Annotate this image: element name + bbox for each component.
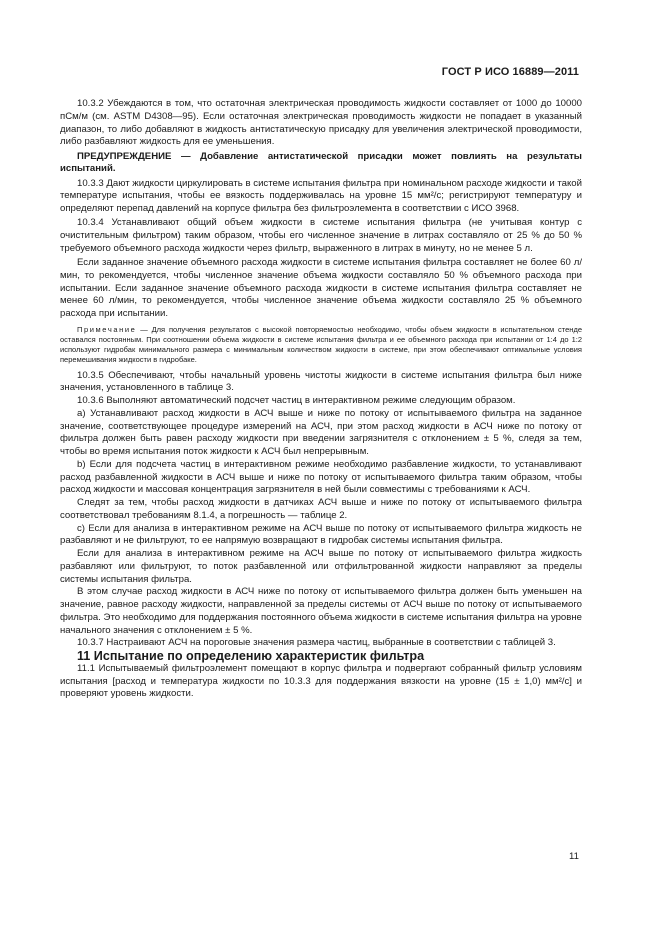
paragraph-10-3-3: 10.3.3 Дают жидкости циркулировать в системе испытания фильтра при номинальном расходе жидкости и такой температуре испытания, чтобы ее вязкость поддерживалась на уровне 15 мм²/с; регистрируют температуру и определяют перепад давлений на корпусе фильтра без фильтроэлемента в соответствии с ИСО 3968. — [60, 177, 582, 214]
list-item-b: b) Если для подсчета частиц в интерактивном режиме необходимо разбавление жидкости, то устанавливают расход разбавленной жидкости в АСЧ выше и ниже по потоку от испытываемого фильтра таким образом, чтобы расход жидкости и массовая концентрация загрязнителя в ней были совместимы с требованиями к АСЧ. — [60, 458, 582, 496]
paragraph-11-1: 11.1 Испытываемый фильтроэлемент помещают в корпус фильтра и подвергают собранный фильтр условиям испытания [расход и температура жидкости по 10.3.3 для поддержания вязкости на уровне (15 ± 1,0) мм²/с] и проверяют уровень жидкости. — [60, 662, 582, 700]
paragraph-10-3-7: 10.3.7 Настраивают АСЧ на пороговые значения размера частиц, выбранные в соответствии с таблицей 3. — [77, 637, 556, 649]
note-label: Примечание — [77, 324, 137, 334]
list-item-a: a) Устанавливают расход жидкости в АСЧ выше и ниже по потоку от испытываемого фильтра на заданное значение, соответствующее процедуре измерений на АСЧ, при этом расход жидкости в АСЧ ниже по потоку от фильтра должен быть равен расходу жидкости при введении загрязнителя с отклонением ± 5 %, следя за тем, чтобы во время испытания поток жидкости к АСЧ был непрерывным. — [60, 407, 582, 458]
paragraph-10-3-4-continued: Если заданное значение объемного расхода жидкости в системе испытания фильтра составляет не более 60 л/мин, то рекомендуется, чтобы численное значение объема жидкости составляло 50 % объемного расхода при испытании. Если заданное значение объемного расхода жидкости в системе испытания фильтра составляет не менее 60 л/мин, то рекомендуется, чтобы численное значение объема жидкости составляло 25 % объемного расхода при испытании. — [60, 257, 582, 319]
note-paragraph — [60, 325, 582, 366]
section-heading-11: 11 Испытание по определению характеристик фильтра — [77, 649, 425, 664]
paragraph-10-3-4: 10.3.4 Устанавливают общий объем жидкости в системе испытания фильтра (не учитывая контур с очистительным фильтром) таким образом, чтобы его численное значение в литрах составляло от 25 % до 50 % требуемого объемного расхода жидкости через фильтр, выраженного в литрах в минуту, но не менее 5 л. — [60, 217, 582, 254]
paragraph-10-3-2: 10.3.2 Убеждаются в том, что остаточная электрическая проводимость жидкости составляет от 1000 до 10000 пСм/м (см. ASTM D4308—95). Если остаточная электрическая проводимость жидкости не попадает в указанный диапазон, то либо добавляют в жидкость антистатическую присадку для увеличения электрической проводимости, либо разбавляют жидкость для ее уменьшения. — [60, 98, 582, 148]
page-body — [60, 98, 582, 701]
warning-paragraph: ПРЕДУПРЕЖДЕНИЕ — Добавление антистатической присадки может повлиять на результаты испытаний. — [60, 150, 582, 175]
document-header: ГОСТ Р ИСО 16889—2011 — [441, 66, 579, 78]
list-item-b-continued: Следят за тем, чтобы расход жидкости в датчиках АСЧ выше и ниже по потоку от испытываемого фильтра соответствовал требованиям 8.1.4, а погрешность — таблице 2. — [60, 497, 582, 521]
paragraph-10-3-6: 10.3.6 Выполняют автоматический подсчет частиц в интерактивном режиме следующим образом. — [77, 395, 516, 407]
page-number: 11 — [569, 851, 579, 862]
paragraph-10-3-5: 10.3.5 Обеспечивают, чтобы начальный уровень чистоты жидкости в системе испытания фильтра был ниже значения, установленного в таблице 3. — [60, 369, 582, 394]
list-item-c-continued: Если для анализа в интерактивном режиме на АСЧ выше по потоку от испытываемого фильтра жидкость разбавляют или фильтруют, то поток разбавленной или отфильтрованной жидкости направляют за пределы системы испытания фильтра. — [60, 548, 582, 585]
note-text: — Для получения результатов с высокой повторяемостью необходимо, чтобы объем жидкости в испытательном стенде оставался постоянным. При соотношении объема жидкости в системе испытания фильтра и ее объемного расхода при испытании от 1:4 до 1:2 используют гидробак минимального размера с минимальным количеством жидкости в системе, при этом обеспечивают оптимальные условия перемешивания жидкости в гидробаке. — [60, 324, 582, 365]
list-item-c-continued-2: В этом случае расход жидкости в АСЧ ниже по потоку от испытываемого фильтра должен быть уменьшен на значение, равное расходу жидкости, направленной за пределы системы от АСЧ выше по потоку от испытываемого фильтра. Это необходимо для поддержания постоянного объема жидкости в системе испытания фильтра на уровне начального значения с отклонением ± 5 %. — [60, 586, 582, 636]
list-item-c: c) Если для анализа в интерактивном режиме на АСЧ выше по потоку от испытываемого фильтра жидкость не разбавляют и не фильтруют, то ее напрямую возвращают в гидробак системы испытания фильтра. — [60, 522, 582, 547]
